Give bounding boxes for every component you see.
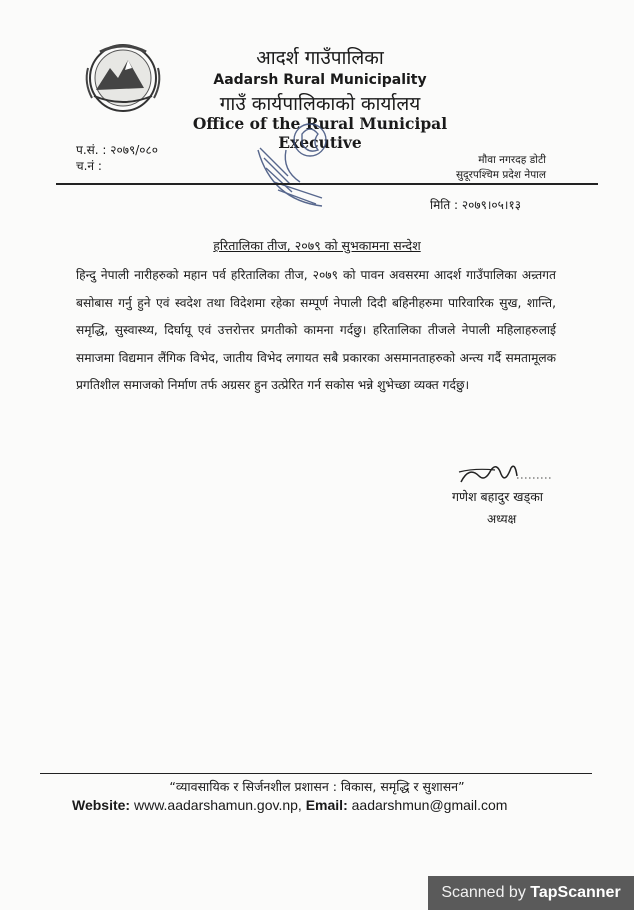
municipality-name-english: Aadarsh Rural Municipality [213,72,427,88]
reference-label: प.सं. : [76,143,107,157]
signer-name: गणेश बहादुर खड्का [452,489,544,504]
municipality-name-nepali: आदर्श गाउँपालिका [256,47,384,69]
scanner-brand: TapScanner [530,884,621,901]
office-name-english: Office of the Rural Municipal Executive [192,114,448,152]
dispatch-label: च.नं : [76,159,102,173]
office-address-line1: मौवा नगरदह डोटी [478,154,546,166]
footer-divider [40,773,592,774]
email-link[interactable]: aadarshmun@gmail.com [351,797,508,813]
date-label: मिति : [430,198,459,212]
scanner-prefix: Scanned by [441,884,526,901]
email-label: Email: [305,797,348,813]
date-value: २०७९।०५।१३ [461,198,521,212]
handwritten-signature [455,458,555,488]
letter-subject [0,237,634,254]
letter-date [430,196,521,213]
footer-slogan: “व्यावसायिक र सिर्जनशील प्रशासन : विकास, समृद्धि र सुशासन” [169,779,465,794]
reference-value: २०७९/०८० [110,143,158,157]
municipality-emblem-logo [82,38,164,118]
signer-title: अध्यक्ष [487,512,517,526]
office-address-line2: सुदूरपश्चिम प्रदेश नेपाल [455,169,546,181]
letter-body: हिन्दु नेपाली नारीहरुको महान पर्व हरितालिका तीज, २०७९ को पावन अवसरमा आदर्श गाउँपालिका अन्र्तगत बसोबास गर्नु हुने एवं स्वदेश तथा विदेशमा रहेका सम्पूर्ण नेपाली दिदी बहिनीहरुमा पारिवारिक सुख, शान्ति, समृद्धि, सुस्वास्थ्य, दिर्घायू एवं उत्तरोत्तर प्रगतीको कामना गर्दछु। हरितालिका तीजले नेपाली महिलाहरुलाई समाजमा विद्यमान लैंगिक विभेद, जातीय विभेद लगायत सबै प्रकारका असमानताहरुको अन्त्य गर्दै समतामूलक प्रगतिशील समाजको निर्माण तर्फ अग्रसर हुन उत्प्रेरित गर्न सकोस भन्ने शुभेच्छा व्यक्त गर्दछु। [76,268,556,393]
subject-text: हरितालिका तीज, २०७९ को सुभकामना सन्देश [213,238,421,253]
dispatch-number [76,157,102,174]
scanner-watermark [428,876,634,910]
website-label: Website: [72,797,131,813]
office-name-nepali: गाउँ कार्यपालिकाको कार्यालय [219,93,421,115]
reference-number [76,141,158,158]
header-divider [56,183,598,185]
website-link[interactable]: www.aadarshamun.gov.np, [133,797,302,813]
official-stamp [252,120,340,212]
footer-contact [72,797,507,813]
